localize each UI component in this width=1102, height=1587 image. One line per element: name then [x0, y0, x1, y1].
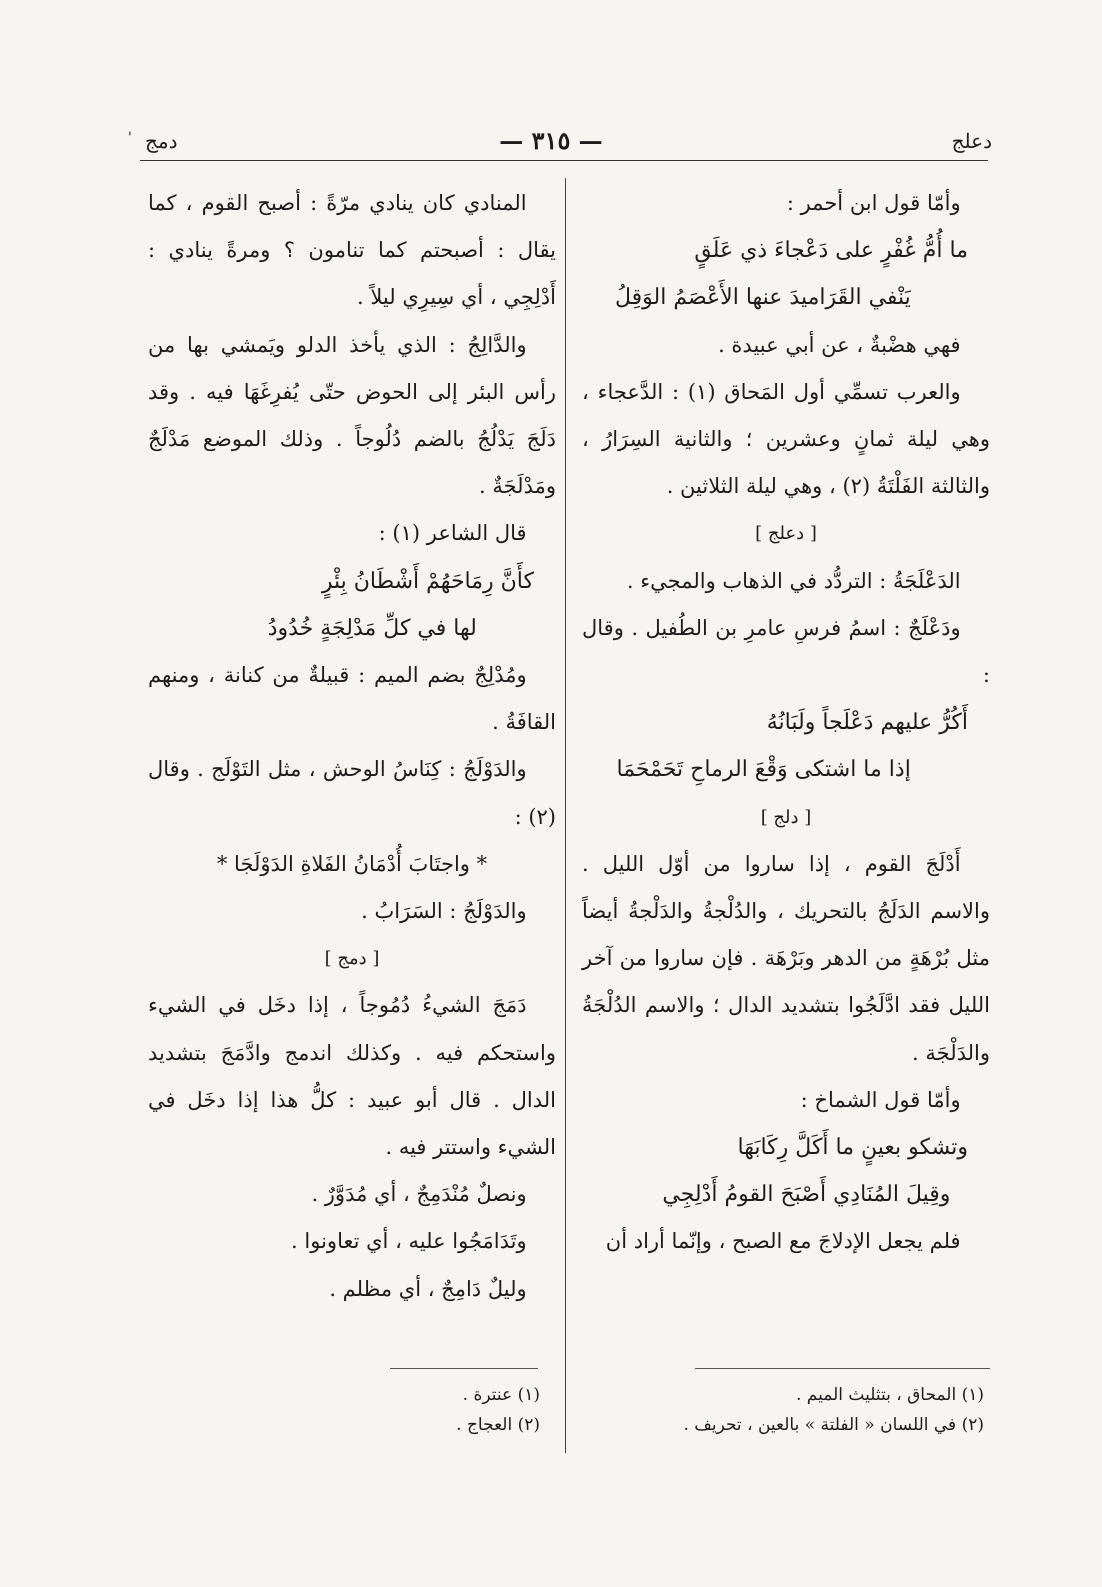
paragraph: ومُدْلِجٌ بضم الميم : قبيلةٌ من كنانة ، ومنهم القافَةُ .: [148, 663, 556, 735]
paragraph: فلم يجعل الإدلاجَ مع الصبح ، وإنّما أراد أن: [605, 1229, 961, 1254]
column-divider: [565, 178, 566, 1453]
paragraph: والدَوْلَجُ : السَرَابُ .: [361, 899, 527, 924]
verse-line: وقِيلَ المُنَادِي أَصْبَحَ القومُ أَدْلِجِي: [662, 1182, 951, 1208]
header-left-word: دمج: [145, 129, 178, 153]
paragraph: قال الشاعر (١) :: [378, 521, 527, 546]
footnote: (٢) العجاج .: [456, 1415, 540, 1435]
entry-heading: [ دلج ]: [760, 806, 812, 828]
entry-heading: [ دعلج ]: [755, 523, 817, 545]
paragraph: وتَدَامَجُوا عليه ، أي تعاونوا .: [291, 1229, 527, 1254]
verse-line: يَنْفي القَرَاميدَ عنها الأَعْصَمُ الوَقِلُ: [614, 285, 911, 311]
verse-line: ما أُمُّ غُفْرٍ على دَعْجاءَ ذي عَلَقٍ: [694, 238, 968, 264]
footnote: (٢) في اللسان « الفلتة » بالعين ، تحريف .: [683, 1415, 984, 1435]
paragraph: وليلٌ دَامِجٌ ، أي مظلم .: [329, 1276, 527, 1301]
footnote-rule-right: [695, 1368, 990, 1369]
paragraph: الدَعْلَجَةُ : التردُّد في الذهاب والمجيء .: [626, 568, 961, 593]
verse-line: كأَنَّ رِمَاحَهُمْ أَشْطَانُ بِئْرٍ: [321, 568, 534, 594]
footnotes-right: [584, 1380, 984, 1440]
paragraph: المنادي كان ينادي مرّةً : أصبح القوم ، كما يقال : أصبحتم كما تنامون ؟ ومرةً ينادي : أَدْلِجِي ، أي سِيرِي ليلاً .: [148, 191, 556, 310]
page-mark: ': [128, 130, 132, 146]
left-column: [148, 180, 556, 1313]
footnotes-left: [150, 1380, 540, 1440]
verse-line: * واجتَابَ أُدْمَانُ الفَلاةِ الدَوْلَجَا *: [216, 851, 488, 876]
right-column: [582, 180, 990, 1266]
paragraph: ونصلٌ مُنْدَمِجٌ ، أي مُدَوَّرٌ .: [311, 1182, 527, 1207]
header-right-word: دعلج: [951, 129, 992, 153]
verse-line: أَكُرُّ عليهم دَعْلَجاً ولَبَانُهُ: [766, 710, 968, 736]
paragraph: فهي هضْبةٌ ، عن أبي عبيدة .: [718, 332, 961, 357]
paragraph: دَمَجَ الشيءُ دُمُوجاً ، إذا دخَل في الشيء واستحكم فيه . وكذلك اندمج وادَّمَجَ بتشديد الدال . قال أبو عبيد : كلُّ هذا إذا دخَل في الشيء واستتر فيه .: [148, 993, 556, 1160]
entry-heading: [ دمج ]: [324, 948, 380, 970]
verse-line: لها في كلِّ مَدْلِجَةٍ خُدُودُ: [267, 615, 477, 641]
paragraph: ودَعْلَجٌ : اسمُ فرسِ عامرِ بن الطُفيل . وقال :: [582, 615, 990, 688]
paragraph: أَدْلَجَ القوم ، إذا ساروا من أوّل الليل . والاسم الدَلَجُ بالتحريك ، والدُلْجةُ والدَلْجةُ أيضاً مثل بُرْهَةٍ من الدهر وبَرْهَة . فإن ساروا من آخر الليل فقد ادَّلَجُوا بتشديد الدال ؛ والاسم الدُلْجَةُ والدَلْجَة .: [582, 851, 990, 1065]
footnote: (١) عنترة .: [462, 1385, 540, 1405]
paragraph: والعرب تسمِّي أول المَحاق (١) : الدَّعجاء ، وهي ليلة ثمانٍ وعشرين ؛ والثانية السِرَارُ ، والثالثة الفَلْتَةُ (٢) ، وهي ليلة الثلاثين .: [582, 379, 990, 499]
paragraph: والدَّالِجُ : الذي يأخذ الدلو ويَمشي بها من رأس البئر إلى الحوض حتّى يُفرِغَهَا فيه . وقد دَلَجَ يَدْلُجُ بالضم دُلُوجاً . وذلك الموضع مَدْلَجٌ ومَدْلَجَةٌ .: [148, 332, 556, 499]
verse-line: إذا ما اشتكى وَقْعَ الرماحِ تَحَمْحَمَا: [616, 757, 911, 783]
paragraph: والدَوْلَجُ : كِنَاسُ الوحش ، مثل التَوْلَج . وقال (٢) :: [148, 757, 556, 829]
paragraph: وأمّا قول الشماخ :: [800, 1087, 961, 1112]
page-number: — ٣١٥ —: [499, 126, 603, 155]
paragraph: وأمّا قول ابن أحمر :: [786, 191, 961, 215]
footnote: (١) المحاق ، بتثليث الميم .: [795, 1385, 984, 1405]
verse-line: وتشكو بعينٍ ما أَكَلَّ رِكَابَهَا: [737, 1135, 968, 1161]
header-rule: [140, 160, 988, 161]
footnote-rule-left: [390, 1368, 538, 1369]
